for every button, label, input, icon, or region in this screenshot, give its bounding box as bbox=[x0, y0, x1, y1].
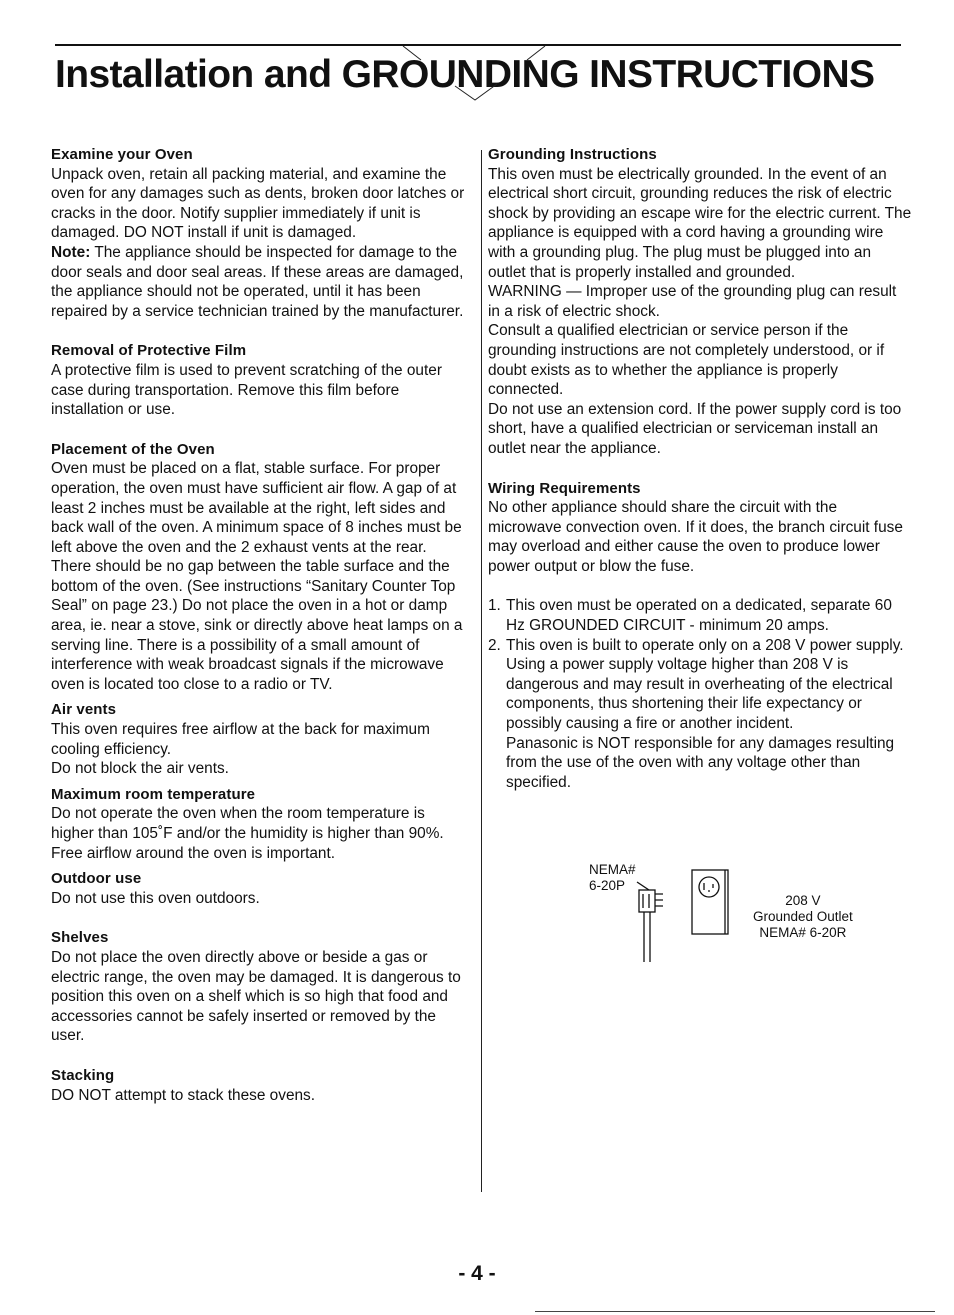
note-body: The appliance should be inspected for damage to the door seals and door seal areas. If these areas are damaged, the appliance should not be operated, until it has been repaired by a service technician trained by the manufacturer. bbox=[51, 243, 464, 320]
plug-label-line-2: 6-20P bbox=[589, 878, 626, 893]
heading-shelves: Shelves bbox=[51, 929, 109, 947]
air-body-2: Do not block the air vents. bbox=[51, 760, 229, 778]
list-item bbox=[488, 596, 912, 635]
plug-label-line-1: NEMA# bbox=[589, 862, 636, 877]
temperature-body: Do not operate the oven when the room temperature is higher than 105˚F and/or the humidity is higher than 90%. Free airflow around the oven is important. bbox=[51, 805, 444, 862]
section-stacking bbox=[51, 1066, 471, 1105]
section-air bbox=[51, 700, 471, 778]
title-overlay-mark bbox=[385, 40, 565, 110]
right-column bbox=[488, 145, 912, 792]
placement-body-1: Oven must be placed on a flat, stable surface. For proper operation, the oven must have sufficient air flow. A gap of at least 2 inches must be available at the right, left sides and back wall of the oven. A minimum space of 8 inches must be left above the oven and the 2 exhaust vents at the rear. bbox=[51, 460, 462, 556]
heading-film: Removal of Protective Film bbox=[51, 342, 247, 360]
shelves-body: Do not place the oven directly above or beside a gas or electric range, the oven may be damaged. It is dangerous to position this oven on a shelf which is so high that food and accessories cannot be safely inserted or removed by the user. bbox=[51, 948, 461, 1045]
outdoor-body: Do not use this oven outdoors. bbox=[51, 889, 260, 907]
plug-icon bbox=[637, 882, 663, 962]
panasonic-disclaimer: Panasonic is NOT responsible for any damages resulting from the use of the oven with any voltage other than specified. bbox=[506, 734, 895, 791]
plug-outlet-figure bbox=[589, 860, 889, 970]
wiring-body: No other appliance should share the circuit with the microwave convection oven. If it does, the branch circuit fuse may overload and either cause the oven to produce lower power output or blow the fuse. bbox=[488, 499, 903, 575]
grounding-body-1: This oven must be electrically grounded. In the event of an electrical short circuit, grounding reduces the risk of electric shock by providing an escape wire for the electric current. The appliance is equipped with a cord having a grounding wire with a grounding plug. The plug must be plugged into an outlet that is properly installed and grounded. bbox=[488, 165, 912, 281]
section-temperature bbox=[51, 785, 471, 863]
stacking-body: DO NOT attempt to stack these ovens. bbox=[51, 1086, 316, 1104]
outlet-label bbox=[753, 893, 853, 941]
list-item-text: This oven is built to operate only on a 208 V power supply. Using a power supply voltage higher than 208 V is dangerous and may result in overheating of the electrical components, thus shortening their life expectancy or possibly causing a fire or another incident. bbox=[506, 636, 904, 733]
grounding-body-3: Consult a qualified electrician or service person if the grounding instructions are not completely understood, or if doubt exists as to whether the appliance is properly connected. bbox=[488, 322, 885, 399]
section-examine bbox=[51, 145, 471, 321]
list-item bbox=[488, 636, 912, 734]
bottom-rule bbox=[535, 1311, 935, 1312]
examine-note bbox=[51, 243, 471, 321]
heading-placement: Placement of the Oven bbox=[51, 440, 215, 458]
section-outdoor bbox=[51, 869, 471, 908]
heading-wiring: Wiring Requirements bbox=[488, 479, 641, 497]
left-column bbox=[51, 145, 471, 1105]
section-wiring bbox=[488, 479, 912, 577]
outlet-label-line-2: Grounded Outlet bbox=[753, 909, 853, 924]
heading-stacking: Stacking bbox=[51, 1066, 115, 1084]
heading-examine: Examine your Oven bbox=[51, 146, 193, 163]
section-grounding bbox=[488, 145, 912, 459]
heading-air: Air vents bbox=[51, 701, 117, 719]
wiring-requirements-list bbox=[488, 596, 912, 733]
list-item-number: 1. bbox=[488, 597, 501, 615]
section-shelves bbox=[51, 928, 471, 1046]
note-label: Note: bbox=[51, 243, 91, 261]
section-film bbox=[51, 341, 471, 419]
plug-outlet-illustration bbox=[629, 860, 739, 965]
grounding-warning: WARNING — Improper use of the grounding plug can result in a risk of electric shock. bbox=[488, 283, 897, 320]
placement-body-2: There should be no gap between the table surface and the bottom of the oven. (See instructions “Sanitary Counter Top Seal” on page 23.) Do not place the oven in a hot or damp area, ie. near a stove, sink or directly above heat lamps on a serving line. There is a possibility of a small amount of interference with weak broadcast signals if the microwave oven is located too close to a radio or TV. bbox=[51, 558, 463, 693]
film-body: A protective film is used to prevent scratching of the outer case during transportation. Remove this film before installation or use. bbox=[51, 361, 442, 419]
heading-grounding: Grounding Instructions bbox=[488, 146, 657, 163]
examine-body: Unpack oven, retain all packing material, and examine the oven for any damages such as dents, broken door latches or cracks in the door. Notify supplier immediately if unit is damaged. DO NOT install if unit is damaged. bbox=[51, 165, 465, 242]
grounding-body-4: Do not use an extension cord. If the power supply cord is too short, have a qualified electrician or serviceman install an outlet near the appliance. bbox=[488, 400, 902, 457]
section-placement bbox=[51, 440, 471, 695]
list-item-text: This oven must be operated on a dedicated, separate 60 Hz GROUNDED CIRCUIT - minimum 20 amps. bbox=[506, 597, 892, 635]
outlet-label-line-1: 208 V bbox=[785, 893, 821, 908]
outlet-icon bbox=[692, 870, 728, 934]
list-item-number: 2. bbox=[488, 636, 501, 654]
column-divider bbox=[481, 150, 482, 1192]
page-number: - 4 - bbox=[458, 1262, 496, 1285]
air-body-1: This oven requires free airflow at the back for maximum cooling efficiency. bbox=[51, 721, 430, 758]
heading-temperature: Maximum room temperature bbox=[51, 785, 256, 803]
page-title: Installation and GROUNDING INSTRUCTIONS bbox=[55, 53, 875, 96]
outlet-label-line-3: NEMA# 6-20R bbox=[759, 925, 847, 940]
heading-outdoor: Outdoor use bbox=[51, 870, 142, 888]
